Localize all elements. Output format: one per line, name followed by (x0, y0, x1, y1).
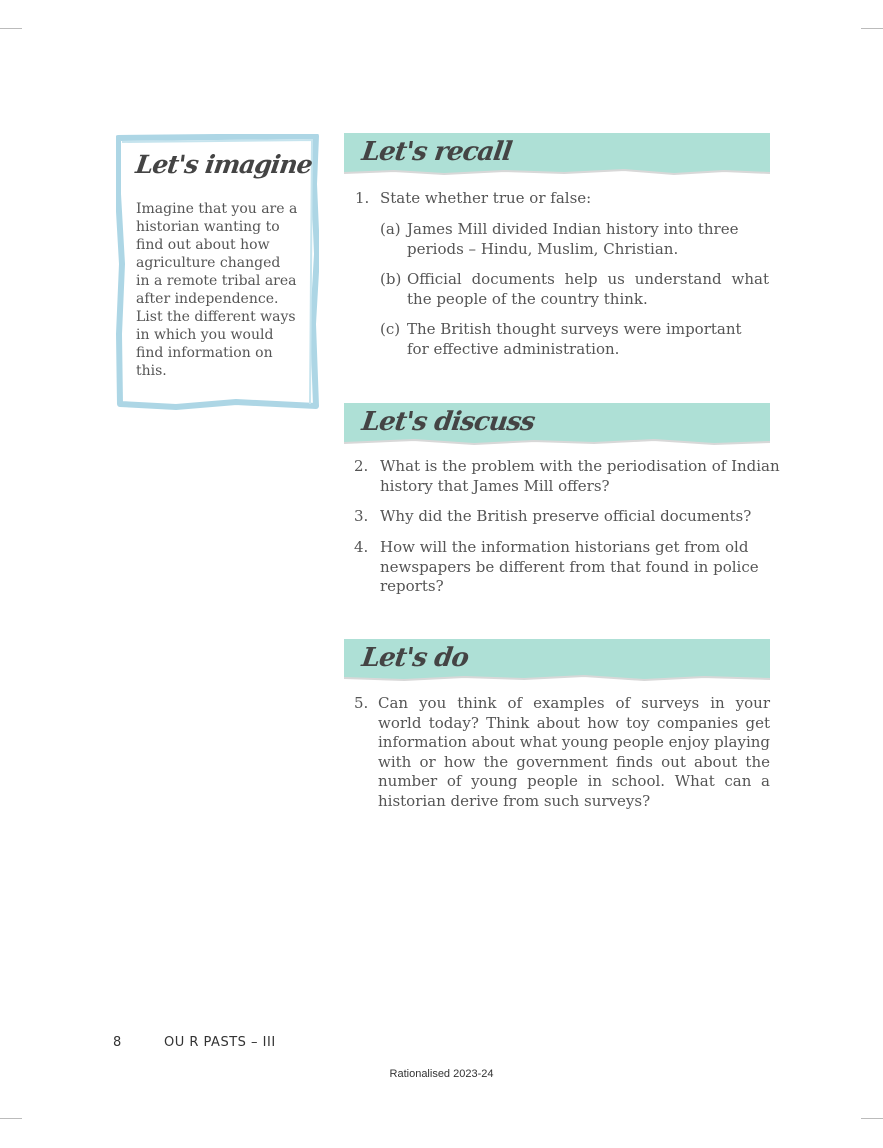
imagine-line: in a remote tribal area (136, 273, 297, 289)
question-text: State whether true or false: (380, 189, 592, 207)
question-3 (354, 507, 770, 527)
imagine-line: find out about how (136, 237, 270, 253)
sub-item-label: (a) (380, 220, 401, 238)
recall-banner (344, 133, 770, 175)
imagine-text (136, 200, 311, 380)
question-line: world today? Think about how toy companies get (378, 713, 770, 732)
question-number: 3. (354, 507, 369, 525)
book-title: OU R PASTS – III (164, 1035, 276, 1050)
sub-item-line: The British thought surveys were important (407, 320, 742, 338)
question-number: 5. (354, 694, 369, 712)
imagine-line: in which you would (136, 327, 274, 343)
sub-item-line: James Mill divided Indian history into three (407, 220, 739, 238)
do-title: Let's do (359, 643, 471, 673)
question-line: Can you think of examples of surveys in your (378, 694, 770, 712)
imagine-line: historian wanting to (136, 219, 280, 235)
discuss-title: Let's discuss (359, 407, 537, 437)
question-line: reports? (380, 577, 444, 595)
imagine-line: this. (136, 363, 167, 379)
question-line: with or how the government finds out about the (378, 752, 770, 771)
question-line: number of young people in school. What can a (378, 772, 770, 790)
crop-mark (0, 28, 22, 29)
sub-item-line: for effective administration. (407, 339, 620, 358)
crop-mark (0, 1118, 22, 1119)
sub-item-line: the people of the country think. (407, 289, 648, 308)
imagine-title: Let's imagine (133, 150, 314, 179)
question-number: 2. (354, 457, 369, 475)
sub-item-line: Official documents help us understand what (407, 270, 769, 288)
imagine-line: agriculture changed (136, 255, 281, 271)
question-5 (354, 694, 770, 814)
sub-item-label: (b) (380, 270, 402, 288)
imagine-line: Imagine that you are a (136, 201, 298, 217)
question-4 (354, 538, 770, 598)
question-line: What is the problem with the periodisation of Indian (380, 457, 780, 475)
imagine-line: after independence. (136, 291, 279, 307)
question-line: newspapers be different from that found in police (380, 557, 759, 576)
question-line: How will the information historians get from old (380, 538, 749, 556)
question-1 (355, 189, 770, 364)
question-number: 4. (354, 538, 369, 556)
recall-title: Let's recall (359, 137, 514, 167)
question-line: Why did the British preserve official documents? (380, 507, 752, 525)
imagine-line: find information on (136, 345, 273, 361)
question-line: history that James Mill offers? (380, 476, 610, 495)
crop-mark (861, 28, 883, 29)
question-line: information about what young people enjoy playing (378, 733, 771, 751)
page-number: 8 (113, 1035, 122, 1050)
discuss-banner (344, 403, 770, 445)
question-line: historian derive from such surveys? (378, 791, 651, 810)
question-number: 1. (355, 189, 370, 207)
sub-item-line: periods – Hindu, Muslim, Christian. (407, 239, 679, 258)
question-2 (354, 457, 780, 497)
crop-mark (861, 1118, 883, 1119)
rationalised-note: Rationalised 2023-24 (389, 1068, 494, 1080)
do-banner (344, 639, 770, 681)
sub-item-label: (c) (380, 320, 401, 338)
imagine-line: List the different ways (136, 309, 296, 325)
